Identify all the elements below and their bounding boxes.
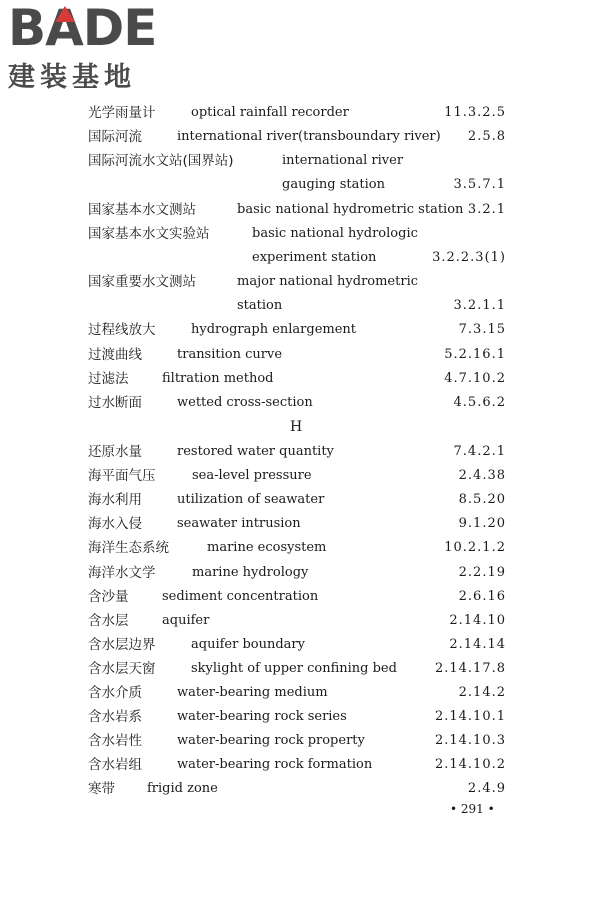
index-entry	[0, 294, 600, 318]
chinese-term: 国际河流水文站(国界站)	[88, 153, 234, 169]
english-term: hydrograph enlargement	[191, 322, 357, 337]
section-reference: 4.5.6.2	[453, 395, 506, 410]
chinese-term: 过程线放大	[88, 322, 156, 338]
english-term: water-bearing rock formation	[177, 757, 373, 772]
index-entry	[0, 609, 600, 633]
section-reference: 2.14.14	[449, 637, 506, 652]
section-reference: 4.7.10.2	[444, 371, 506, 386]
english-term: water-bearing medium	[177, 685, 328, 700]
logo-wordmark: BADE	[8, 0, 157, 57]
index-entry	[0, 729, 600, 753]
chinese-term: 国家基本水文测站	[88, 202, 196, 218]
section-header	[0, 415, 600, 439]
section-reference: 2.14.10.2	[434, 757, 506, 772]
index-entry	[0, 753, 600, 777]
section-reference: 2.6.16	[458, 589, 506, 604]
index-entry	[0, 125, 600, 149]
index-entry	[0, 149, 600, 173]
section-reference: 2.4.9	[467, 781, 506, 796]
english-term: seawater intrusion	[177, 516, 301, 531]
english-term: transition curve	[177, 347, 283, 362]
chinese-term: 含水层	[88, 613, 129, 629]
chinese-term: 含水岩组	[88, 757, 142, 773]
section-reference: 8.5.20	[458, 492, 506, 507]
chinese-term: 过滤法	[88, 371, 129, 387]
english-term: frigid zone	[147, 781, 218, 796]
section-reference: 2.14.2	[458, 685, 506, 700]
index-entry	[0, 318, 600, 342]
page-number: • 291 •	[450, 802, 495, 816]
chinese-term: 含水岩系	[88, 709, 142, 725]
chinese-term: 含水层边界	[88, 637, 156, 653]
section-reference: 2.14.10.1	[434, 709, 506, 724]
index-entry	[0, 367, 600, 391]
section-reference: 2.2.19	[458, 565, 506, 580]
chinese-term: 含水岩性	[88, 733, 142, 749]
chinese-term: 含水层天窗	[88, 661, 156, 677]
chinese-term: 海洋水文学	[88, 565, 156, 581]
chinese-term: 国家重要水文测站	[88, 274, 196, 290]
section-reference: 2.14.10	[449, 613, 506, 628]
index-entry	[0, 391, 600, 415]
english-term: aquifer boundary	[191, 637, 305, 652]
index-entry	[0, 198, 600, 222]
logo-subtitle: 建装基地	[8, 62, 136, 93]
chinese-term: 国际河流	[88, 129, 142, 145]
chinese-term: 海洋生态系统	[88, 540, 169, 556]
section-reference: 2.4.38	[458, 468, 506, 483]
english-term: skylight of upper confining bed	[191, 661, 397, 676]
index-entry	[0, 633, 600, 657]
english-term: aquifer	[162, 613, 210, 628]
index-entry	[0, 270, 600, 294]
section-reference: 3.5.7.1	[453, 177, 506, 192]
index-entry	[0, 657, 600, 681]
english-term: restored water quantity	[177, 444, 334, 459]
index-entry	[0, 585, 600, 609]
section-reference: 3.2.1.1	[453, 298, 506, 313]
index-entry	[0, 440, 600, 464]
chinese-term: 海水入侵	[88, 516, 142, 532]
english-term: optical rainfall recorder	[191, 105, 349, 120]
english-term: basic national hydrologic	[252, 226, 418, 241]
english-term: major national hydrometric	[237, 274, 419, 289]
chinese-term: 过水断面	[88, 395, 142, 411]
english-term: water-bearing rock property	[177, 733, 365, 748]
english-term: international river(transboundary river)	[177, 129, 441, 144]
section-reference: 10.2.1.2	[444, 540, 506, 555]
chinese-term: 含水介质	[88, 685, 142, 701]
chinese-term: 海水利用	[88, 492, 142, 508]
section-reference: 9.1.20	[458, 516, 506, 531]
english-term: marine hydrology	[192, 565, 309, 580]
section-reference: 11.3.2.5	[444, 105, 506, 120]
english-term: water-bearing rock series	[177, 709, 347, 724]
section-reference: 2.14.10.3	[434, 733, 506, 748]
index-entry	[0, 488, 600, 512]
chinese-term: 国家基本水文实验站	[88, 226, 210, 242]
section-reference: 5.2.16.1	[444, 347, 506, 362]
index-entry	[0, 343, 600, 367]
chinese-term: 过渡曲线	[88, 347, 142, 363]
index-entry	[0, 561, 600, 585]
chinese-term: 光学雨量计	[88, 105, 156, 121]
english-term: marine ecosystem	[207, 540, 327, 555]
chinese-term: 寒带	[88, 781, 115, 797]
english-term: sea-level pressure	[192, 468, 312, 483]
section-reference: 2.5.8	[467, 129, 506, 144]
english-term: wetted cross-section	[177, 395, 313, 410]
english-term: utilization of seawater	[177, 492, 325, 507]
index-entry	[0, 681, 600, 705]
index-entry	[0, 222, 600, 246]
section-reference: 3.2.2.3(1)	[432, 250, 506, 265]
index-entry	[0, 173, 600, 197]
index-entry	[0, 101, 600, 125]
index-entry	[0, 246, 600, 270]
english-term: experiment station	[252, 250, 377, 265]
english-term: sediment concentration	[162, 589, 319, 604]
english-term: basic national hydrometric station	[237, 202, 464, 217]
chinese-term: 还原水量	[88, 444, 142, 460]
chinese-term: 海平面气压	[88, 468, 156, 484]
english-term: filtration method	[162, 371, 274, 386]
english-term: international river	[282, 153, 404, 168]
index-entry	[0, 536, 600, 560]
section-reference: 3.2.1	[467, 202, 506, 217]
section-reference: 2.14.17.8	[434, 661, 506, 676]
index-entry	[0, 777, 600, 801]
english-term: station	[237, 298, 283, 313]
section-reference: 7.4.2.1	[453, 444, 506, 459]
english-term: gauging station	[282, 177, 385, 192]
index-entry	[0, 464, 600, 488]
section-reference: 7.3.15	[458, 322, 506, 337]
index-entry	[0, 705, 600, 729]
section-letter: H	[290, 419, 303, 435]
index-entry	[0, 512, 600, 536]
chinese-term: 含沙量	[88, 589, 129, 605]
